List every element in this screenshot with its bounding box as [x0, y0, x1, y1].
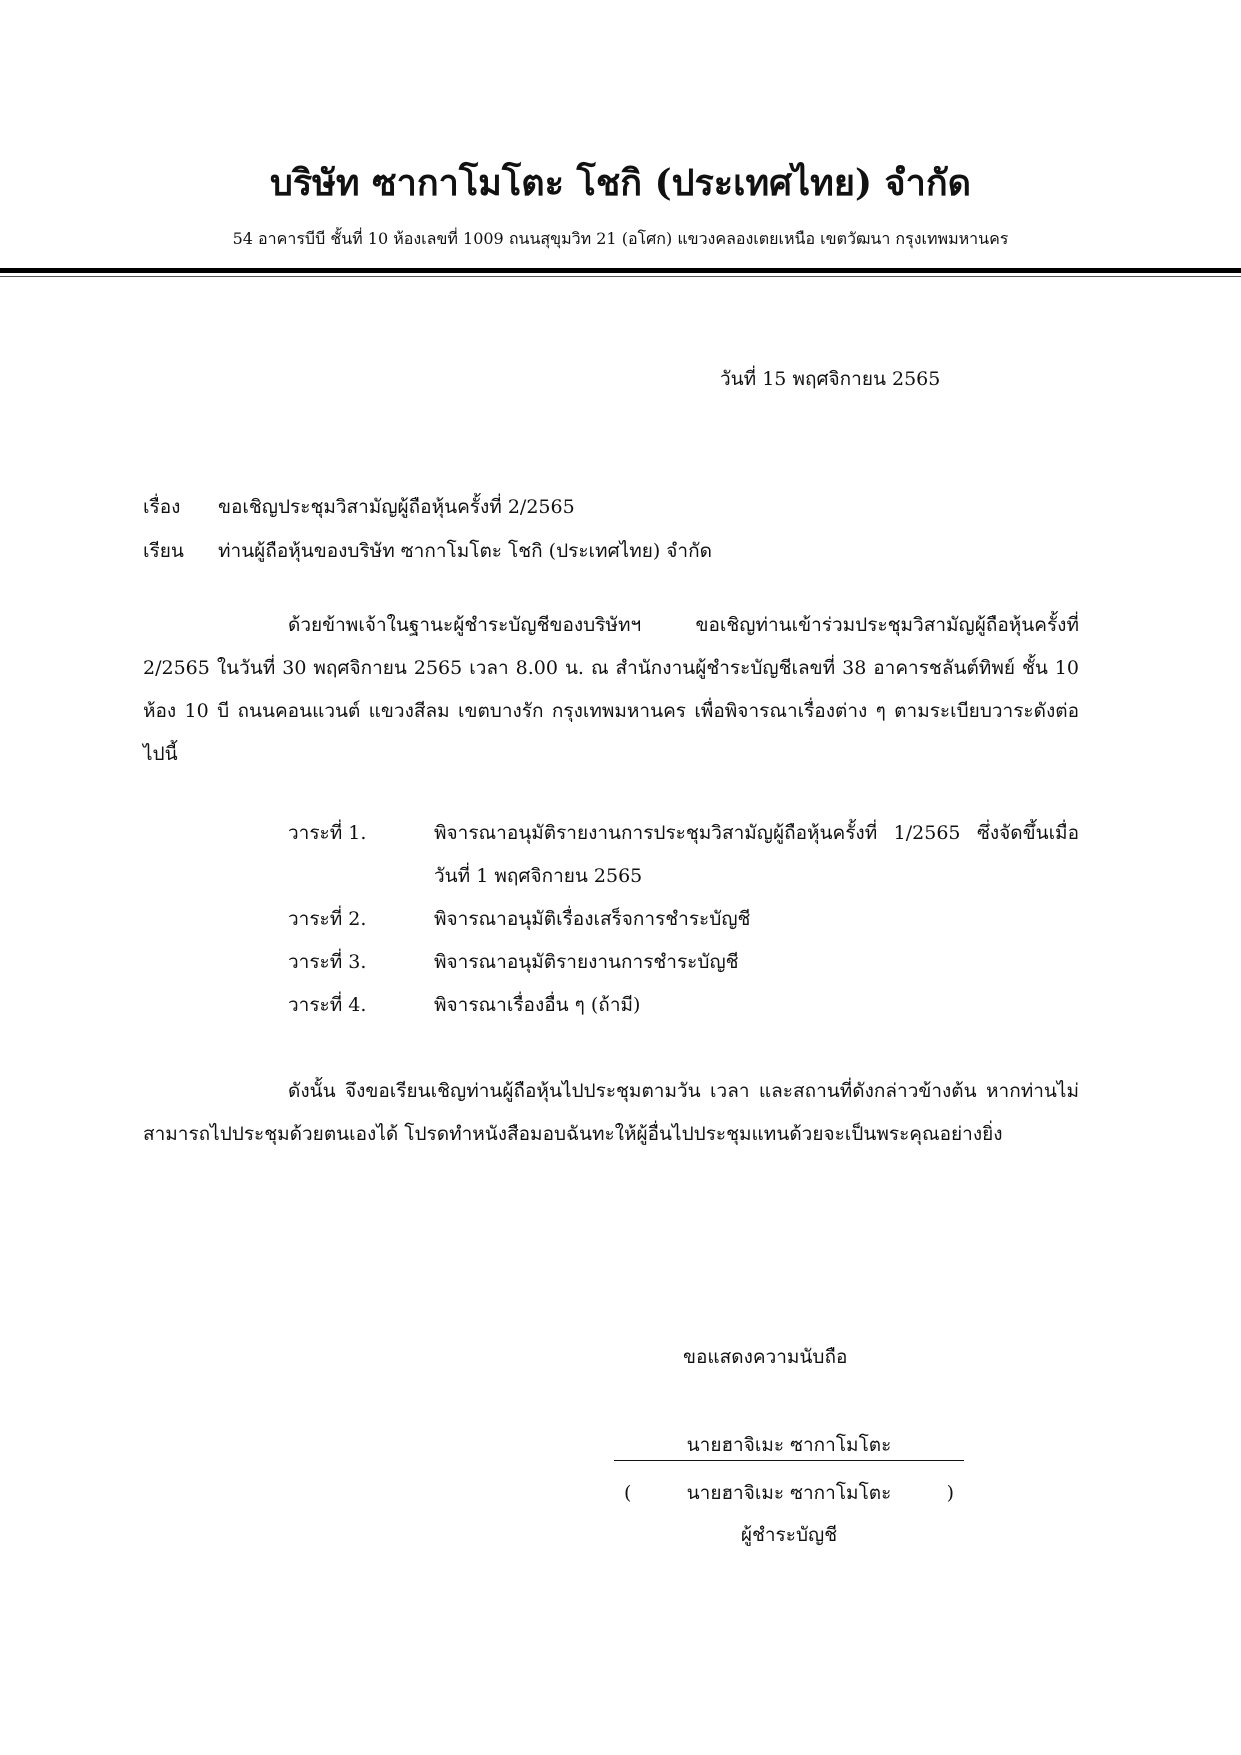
signer-title: ผู้ชำระบัญชี	[740, 1524, 838, 1546]
printed-name-paren-open: (	[624, 1482, 632, 1504]
closing-paragraph: ดังนั้น จึงขอเรียนเชิญท่านผู้ถือหุ้นไปประชุมตามวัน เวลา และสถานที่ดังกล่าวข้างต้น หากท่านไม่สามารถไปประชุมด้วยตนเองได้ โปรดทำหนังสือมอบฉันทะให้ผู้อื่นไปประชุมแทนด้วยจะเป็นพระคุณอย่างยิ่ง	[143, 1080, 1079, 1145]
recipient-row	[143, 536, 712, 566]
subject-label: เรื่อง	[143, 496, 181, 518]
agenda-list	[288, 812, 1079, 1027]
printed-name: นายฮาจิเมะ ซากาโมโตะ	[686, 1482, 892, 1504]
intro-paragraph: ด้วยข้าพเจ้าในฐานะผู้ชำระบัญชีของบริษัทฯ ขอเชิญท่านเข้าร่วมประชุมวิสามัญผู้ถือหุ้นครั้งที่ 2/2565 ในวันที่ 30 พฤศจิกายน 2565 เวลา 8.00 น. ณ สำนักงานผู้ชำระบัญชีเลขที่ 38 อาคารชลันต์ทิพย์ ชั้น 10 ห้อง 10 บี ถนนคอนแวนต์ แขวงสีลม เขตบางรัก กรุงเทพมหานคร เพื่อพิจารณาเรื่องต่าง ๆ ตามระเบียบวาระดังต่อไปนี้	[143, 614, 1079, 765]
signature-line: นายฮาจิเมะ ซากาโมโตะ	[614, 1430, 964, 1461]
agenda-item-label: วาระที่ 2.	[288, 908, 367, 930]
agenda-item	[288, 984, 1079, 1027]
agenda-item-text: พิจารณาอนุมัติรายงานการประชุมวิสามัญผู้ถือหุ้นครั้งที่ 1/2565 ซึ่งจัดขึ้นเมื่อวันที่ 1 พฤศจิกายน 2565	[434, 822, 1079, 887]
letter-date: วันที่ 15 พฤศจิกายน 2565	[720, 368, 941, 390]
company-name: บริษัท ซากาโมโตะ โชกิ (ประเทศไทย) จำกัด	[269, 162, 971, 204]
agenda-item-label: วาระที่ 4.	[288, 994, 367, 1016]
recipient-label: เรียน	[143, 540, 184, 562]
agenda-item-text: พิจารณาอนุมัติรายงานการชำระบัญชี	[434, 951, 739, 973]
recipient-text: ท่านผู้ถือหุ้นของบริษัท ซากาโมโตะ โชกิ (ประเทศไทย) จำกัด	[218, 540, 712, 562]
agenda-item-label: วาระที่ 3.	[288, 951, 367, 973]
agenda-item-label: วาระที่ 1.	[288, 822, 367, 844]
letterhead-divider	[0, 268, 1241, 273]
agenda-item	[288, 941, 1079, 984]
printed-name-paren-close: )	[946, 1482, 954, 1504]
subject-text: ขอเชิญประชุมวิสามัญผู้ถือหุ้นครั้งที่ 2/2565	[218, 496, 575, 518]
letterhead-divider-thin	[0, 276, 1241, 277]
company-address: 54 อาคารบีบี ชั้นที่ 10 ห้องเลขที่ 1009 ถนนสุขุมวิท 21 (อโศก) แขวงคลองเตยเหนือ เขตวัฒนา กรุงเทพมหานคร	[232, 229, 1009, 248]
subject-row	[143, 492, 575, 522]
agenda-item-text: พิจารณาอนุมัติเรื่องเสร็จการชำระบัญชี	[434, 908, 751, 930]
agenda-item	[288, 898, 1079, 941]
agenda-item-text: พิจารณาเรื่องอื่น ๆ (ถ้ามี)	[434, 994, 641, 1016]
agenda-item	[288, 812, 1079, 898]
closing-salutation: ขอแสดงความนับถือ	[683, 1346, 848, 1368]
